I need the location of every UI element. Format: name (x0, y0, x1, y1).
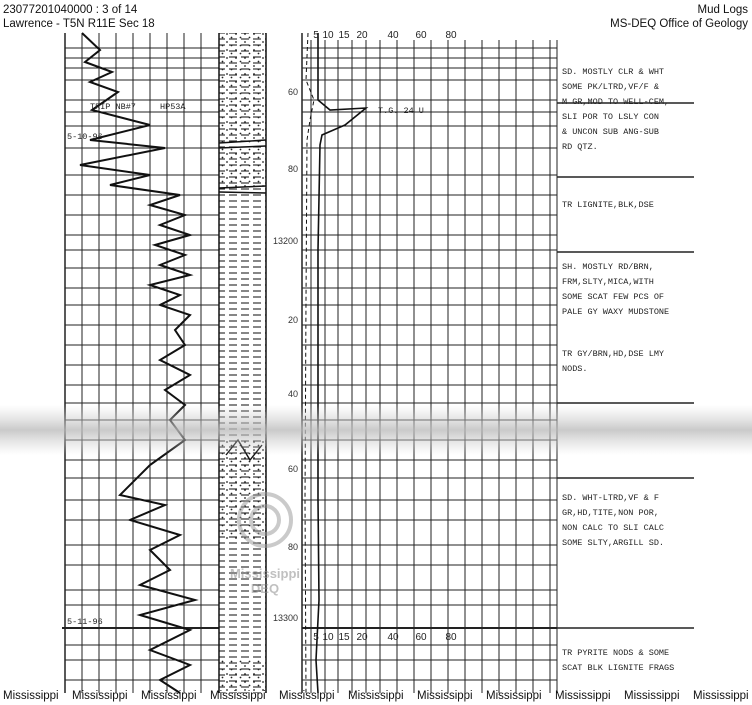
depth-label: 80 (287, 164, 298, 174)
gas-scale-tick-label: 15 (338, 632, 350, 643)
gas-scale-tick-label: 60 (415, 30, 427, 41)
lithology-description-line: SOME SLTY,ARGILL SD. (562, 538, 665, 548)
gas-curve-background (316, 33, 366, 693)
lithology-description-line: M GR,MOD TO WELL-CEM, (562, 97, 670, 107)
gas-scale-tick-label: 5 (313, 30, 319, 41)
footer-label: Mississippi (624, 690, 680, 702)
depth-label: 40 (287, 389, 298, 399)
lithology-description-line: SD. WHT-LTRD,VF & F (562, 493, 659, 503)
lithology-description-line: & UNCON SUB ANG-SUB (562, 127, 659, 137)
log-type-label: Mud Logs (697, 4, 748, 16)
footer-label: Mississippi (693, 690, 749, 702)
gas-scale-tick-label: 80 (445, 632, 457, 643)
gas-scale-tick-label: 10 (322, 30, 334, 41)
agency-label: MS-DEQ Office of Geology (610, 18, 748, 30)
lithology-description-line: RD QTZ. (562, 142, 598, 152)
gas-scale-tick-label: 40 (387, 30, 399, 41)
gas-scale-tick-label: 20 (356, 632, 368, 643)
gas-scale-tick-label: 10 (322, 632, 334, 643)
gas-scale-tick-label: 80 (445, 30, 457, 41)
lithology-description-line: SCAT BLK LIGNITE FRAGS (562, 663, 675, 673)
footer-label: Mississippi (417, 690, 473, 702)
lithology-description-line: NODS. (562, 364, 588, 374)
depth-label: 20 (287, 315, 298, 325)
footer-label: Mississippi (486, 690, 542, 702)
bit-annotation: HP53A (160, 102, 186, 112)
footer-label: Mississippi (279, 690, 335, 702)
footer-label: Mississippi (141, 690, 197, 702)
lithology-description-line: SH. MOSTLY RD/BRN, (562, 262, 654, 272)
depth-label: 13300 (272, 613, 298, 623)
watermark-line: DEQ (250, 581, 280, 596)
depth-label: 13200 (272, 236, 298, 246)
date-annotation: 5-10-96 (67, 132, 103, 142)
gas-scale-tick-label: 40 (387, 632, 399, 643)
gas-scale-tick-label: 60 (415, 632, 427, 643)
lithology-description-line: TR LIGNITE,BLK,DSE (562, 200, 654, 210)
watermark-line: Mississippi (229, 566, 301, 581)
lithology-description-line: SD. MOSTLY CLR & WHT (562, 67, 665, 77)
date-annotation: 5-11-96 (67, 617, 103, 627)
gas-scale-tick-label: 20 (356, 30, 368, 41)
document-id: 23077201040000 : 3 of 14 (3, 4, 138, 16)
gas-scale-tick-label: 5 (313, 632, 319, 643)
footer-label: Mississippi (210, 690, 266, 702)
location-label: Lawrence - T5N R11E Sec 18 (3, 18, 155, 30)
lithology-description-line: TR GY/BRN,HD,DSE LMY (562, 349, 665, 359)
footer-label: Mississippi (555, 690, 611, 702)
lithology-description-line: SOME SCAT FEW PCS OF (562, 292, 665, 302)
depth-label: 60 (287, 464, 298, 474)
gas-annotation: T.G. 24 U (378, 106, 424, 116)
footer-label: Mississippi (3, 690, 59, 702)
trip-annotation: TRIP NB#7 (90, 102, 136, 112)
lithology-description-line: NON CALC TO SLI CALC (562, 523, 665, 533)
depth-label: 60 (287, 87, 298, 97)
lithology-description-line: SOME PK/LTRD,VF/F & (562, 82, 659, 92)
scan-band (0, 405, 752, 455)
lithology-description-line: TR PYRITE NODS & SOME (562, 648, 670, 658)
lithology-description-line: FRM,SLTY,MICA,WITH (562, 277, 654, 287)
watermark-text (220, 566, 310, 596)
lithology-description-line: GR,HD,TITE,NON POR, (562, 508, 659, 518)
lithology-description-line: PALE GY WAXY MUDSTONE (562, 307, 670, 317)
gas-scale-tick-label: 15 (338, 30, 350, 41)
footer-label: Mississippi (72, 690, 128, 702)
depth-label: 80 (287, 542, 298, 552)
lithology-description-line: SLI POR TO LSLY CON (562, 112, 659, 122)
footer-label: Mississippi (348, 690, 404, 702)
